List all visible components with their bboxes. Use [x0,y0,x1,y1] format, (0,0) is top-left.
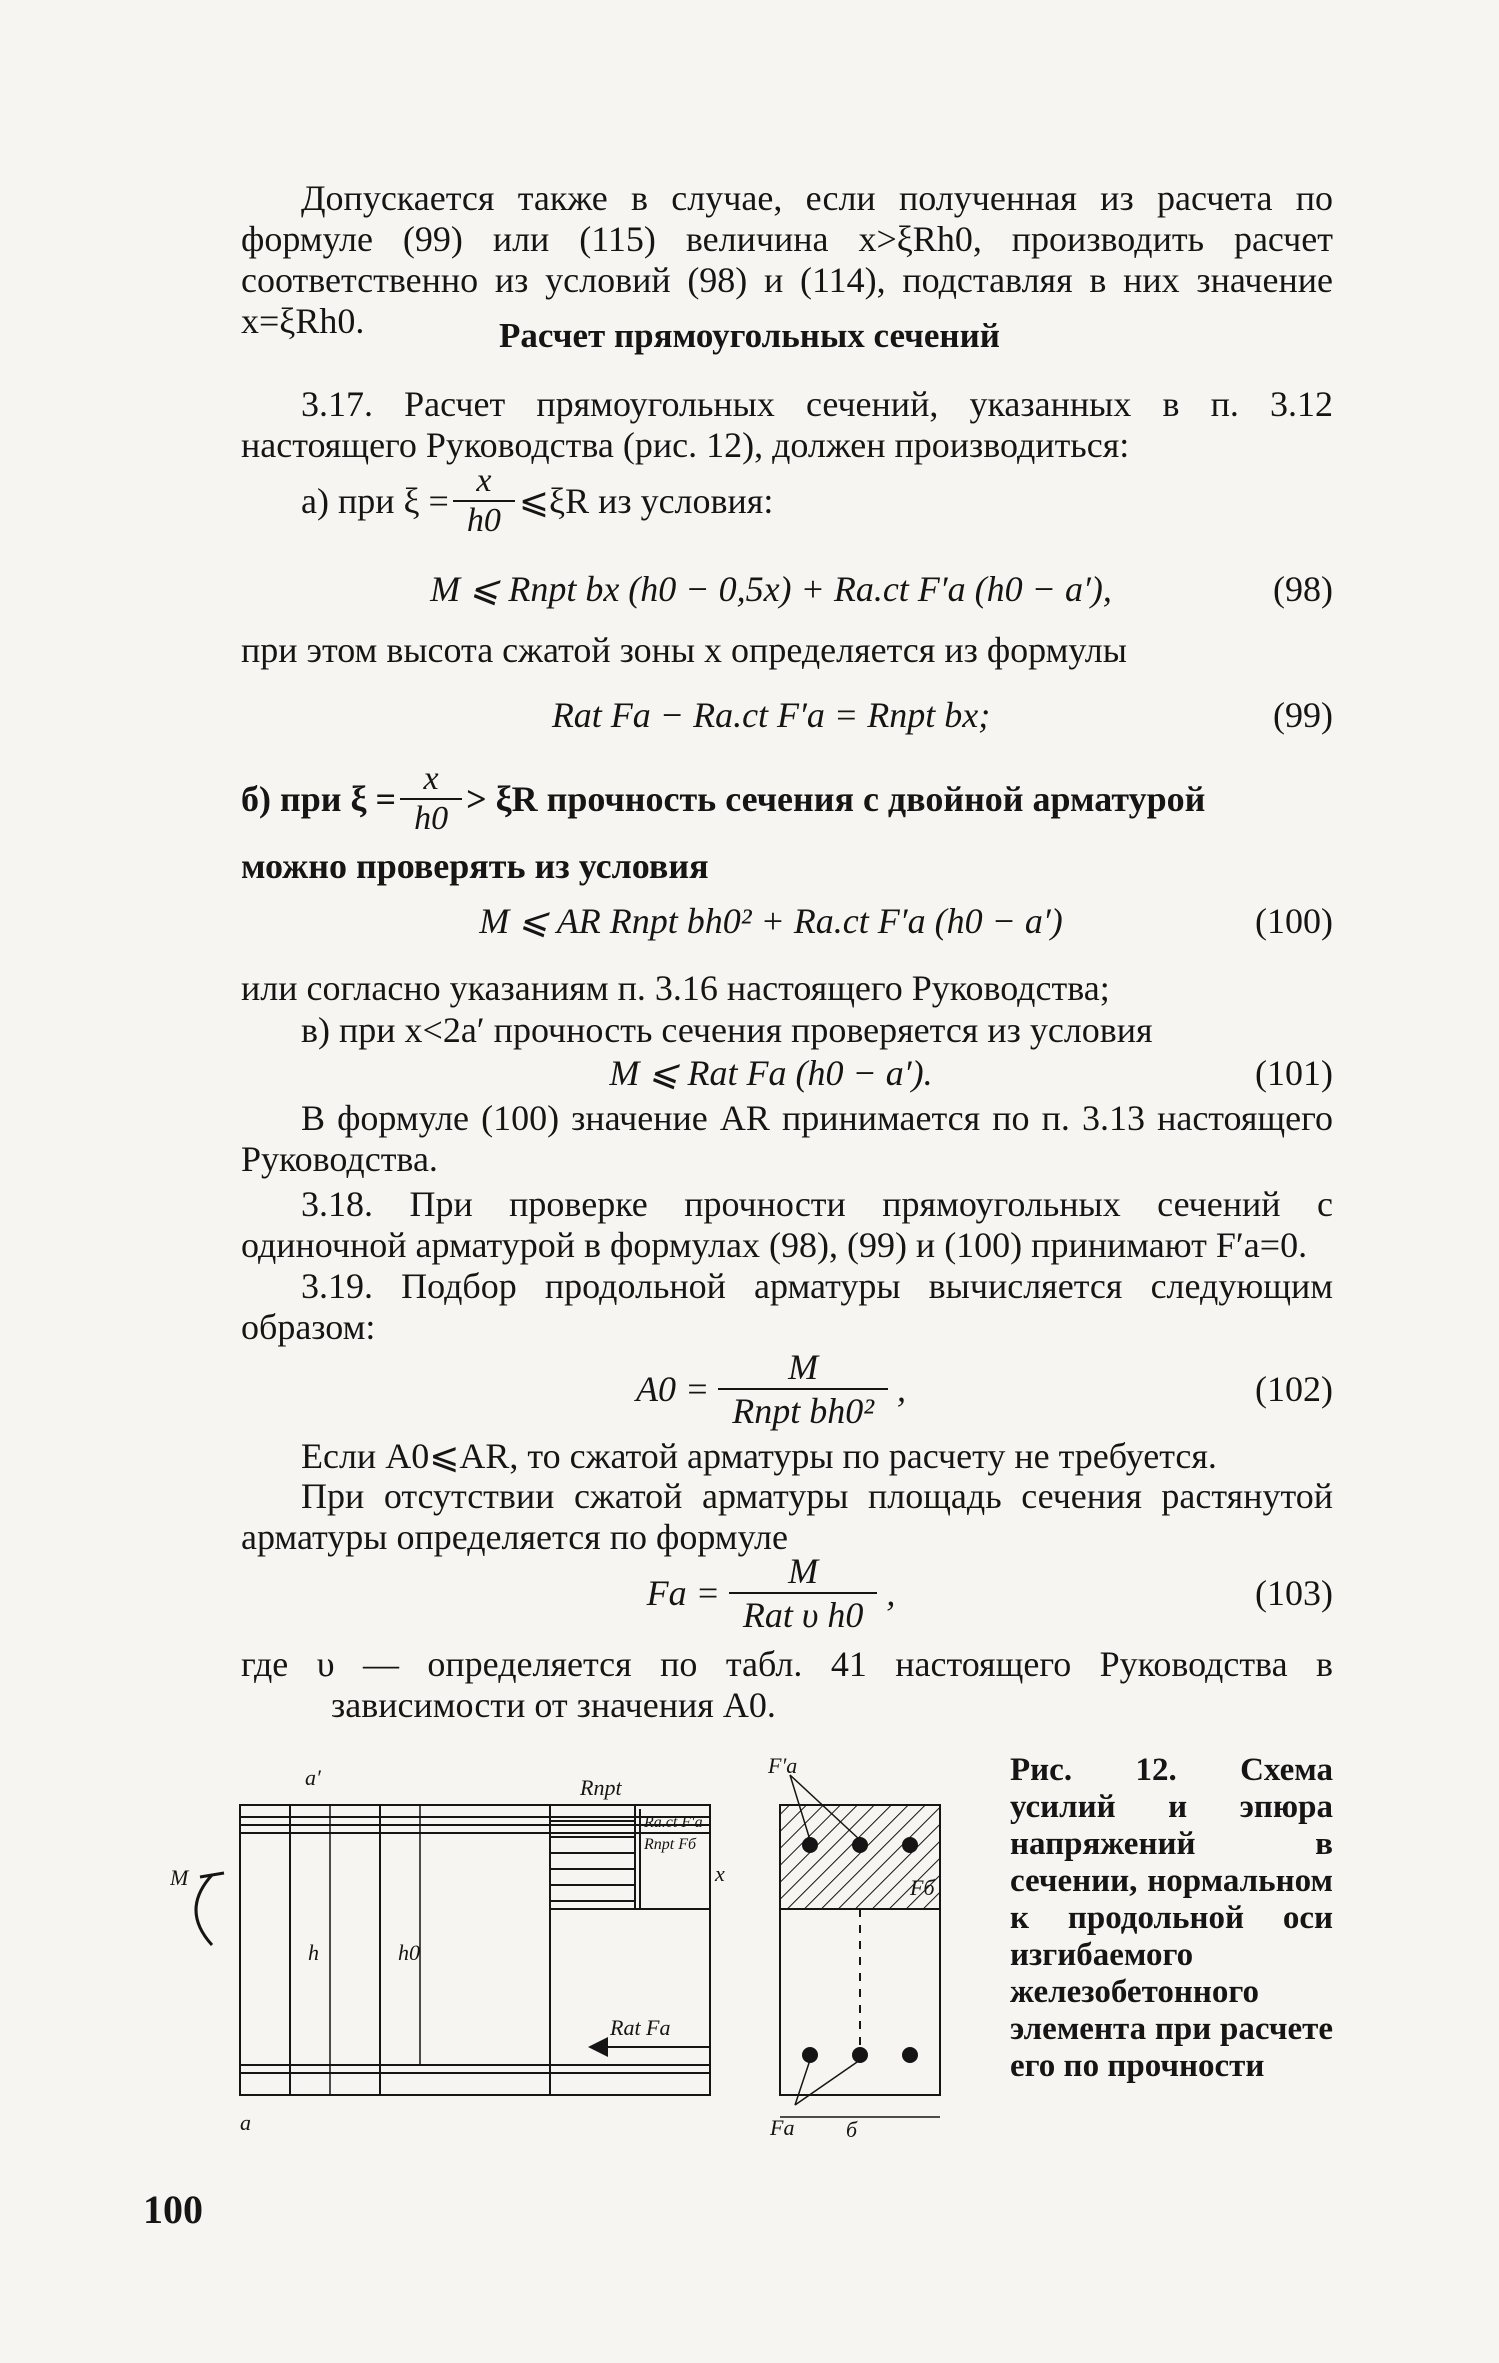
formula-103-lhs: Fa = [646,1573,720,1613]
formula-98-number: (98) [1273,569,1333,609]
formula-103-numerator: M [729,1550,878,1594]
condition-b-numerator: x [400,760,462,800]
label-a-bottom: a [240,2110,251,2135]
page-number: 100 [143,2187,203,2232]
condition-b-prefix: б) при ξ = [241,779,397,819]
label-h: h [308,1940,319,1965]
formula-99-row [241,694,1333,750]
paragraph-formula-100: В формуле (100) значение AR принимается по п. 3.13 настоящего Руководства. [241,1098,1333,1179]
paragraph-intro: Допускается также в случае, если полученная из расчета по формуле (99) или (115) величина x>ξRh0, производить расчет соответственно из условий (98) и (114), подставляя в них значение x=ξRh0. [241,178,1333,341]
label-b: б [846,2117,858,2142]
condition-a-prefix: а) при ξ = [301,481,449,521]
condition-b-suffix: > ξR прочность сечения с двойной арматурой [466,779,1206,819]
cross-section [780,1775,940,2117]
paragraph-3-18: 3.18. При проверке прочности прямоугольных сечений с одиночной арматурой в формулах (98), (99) и (100) принимают F′a=0. [241,1184,1333,1265]
label-M: M [170,1865,189,1890]
label-RatFa: Rat Fa [610,2015,671,2040]
condition-b [241,760,1333,846]
paragraph-where: где υ — определяется по табл. 41 настоящего Руководства в зависимости от значения A0. [241,1644,1333,1725]
label-Fb: Fб [910,1875,935,1900]
condition-a-numerator: x [453,462,515,502]
condition-b-denominator: h0 [414,800,449,837]
formula-102-number: (102) [1255,1369,1333,1409]
formula-98-row [241,568,1333,624]
formula-102-tail: , [897,1369,907,1409]
figure-caption: Рис. 12. Схема усилий и эпюра напряжений в сечении, нормальном к продольной оси изгибаемого железобетонного элемента при расчете его по прочности [1010,1752,1333,2084]
label-h0: h0 [398,1940,420,1965]
formula-102-denominator: Rпрt bh0² [732,1391,875,1431]
paragraph-if: Если A0⩽AR, то сжатой арматуры по расчету не требуется. [301,1436,1217,1476]
paragraph-v: в) при x<2a′ прочность сечения проверяется из условия [301,1010,1153,1050]
paragraph-3-19: 3.19. Подбор продольной арматуры вычисляется следующим образом: [241,1266,1333,1347]
formula-102-numerator: M [718,1346,888,1390]
paragraph-absent: При отсутствии сжатой арматуры площадь сечения растянутой арматуры определяется по формуле [241,1476,1333,1557]
moment-arc [196,1875,212,1945]
figure-12-diagram [170,1745,960,2145]
label-RactFa: Ra.ct F′a [644,1814,703,1831]
condition-a [301,462,1333,542]
condition-a-suffix: ⩽ξR из условия: [518,481,774,521]
formula-100: M ⩽ AR Rпрt bh0² + Ra.ct F′a (h0 − a′) [479,901,1063,941]
formula-101-number: (101) [1255,1053,1333,1093]
label-Rnpt: Rпрt [580,1775,622,1800]
section-heading: Расчет прямоугольных сечений [499,316,1000,355]
formula-103-number: (103) [1255,1573,1333,1613]
formula-100-number: (100) [1255,901,1333,941]
condition-a-denominator: h0 [466,502,501,539]
formula-101: M ⩽ Rat Fa (h0 − a′). [609,1053,933,1093]
formula-99-number: (99) [1273,695,1333,735]
label-Fa-bottom: Fa [770,2115,795,2140]
label-Fa-top: F′a [768,1753,798,1778]
label-x: x [715,1861,725,1886]
formula-103-tail: , [886,1573,896,1613]
formula-100-row [241,900,1333,956]
moment-arrow [200,1873,224,1877]
paragraph-check: можно проверять из условия [241,846,709,886]
paragraph-height: при этом высота сжатой зоны x определяется из формулы [241,630,1127,670]
formula-98: M ⩽ Rпрt bx (h0 − 0,5x) + Ra.ct F′a (h0 − a′), [430,569,1112,609]
paragraph-or: или согласно указаниям п. 3.16 настоящего Руководства; [241,968,1110,1008]
formula-103-denominator: Rat υ h0 [742,1595,864,1635]
formula-99: Rat Fa − Ra.ct F′a = Rпрt bx; [551,695,991,735]
label-RnptFb: Rпрt Fб [644,1836,697,1853]
label-a-top: a′ [305,1765,321,1790]
formula-102-lhs: A0 = [635,1369,710,1409]
paragraph-3-17: 3.17. Расчет прямоугольных сечений, указанных в п. 3.12 настоящего Руководства (рис. 12), должен производиться: [241,384,1333,465]
